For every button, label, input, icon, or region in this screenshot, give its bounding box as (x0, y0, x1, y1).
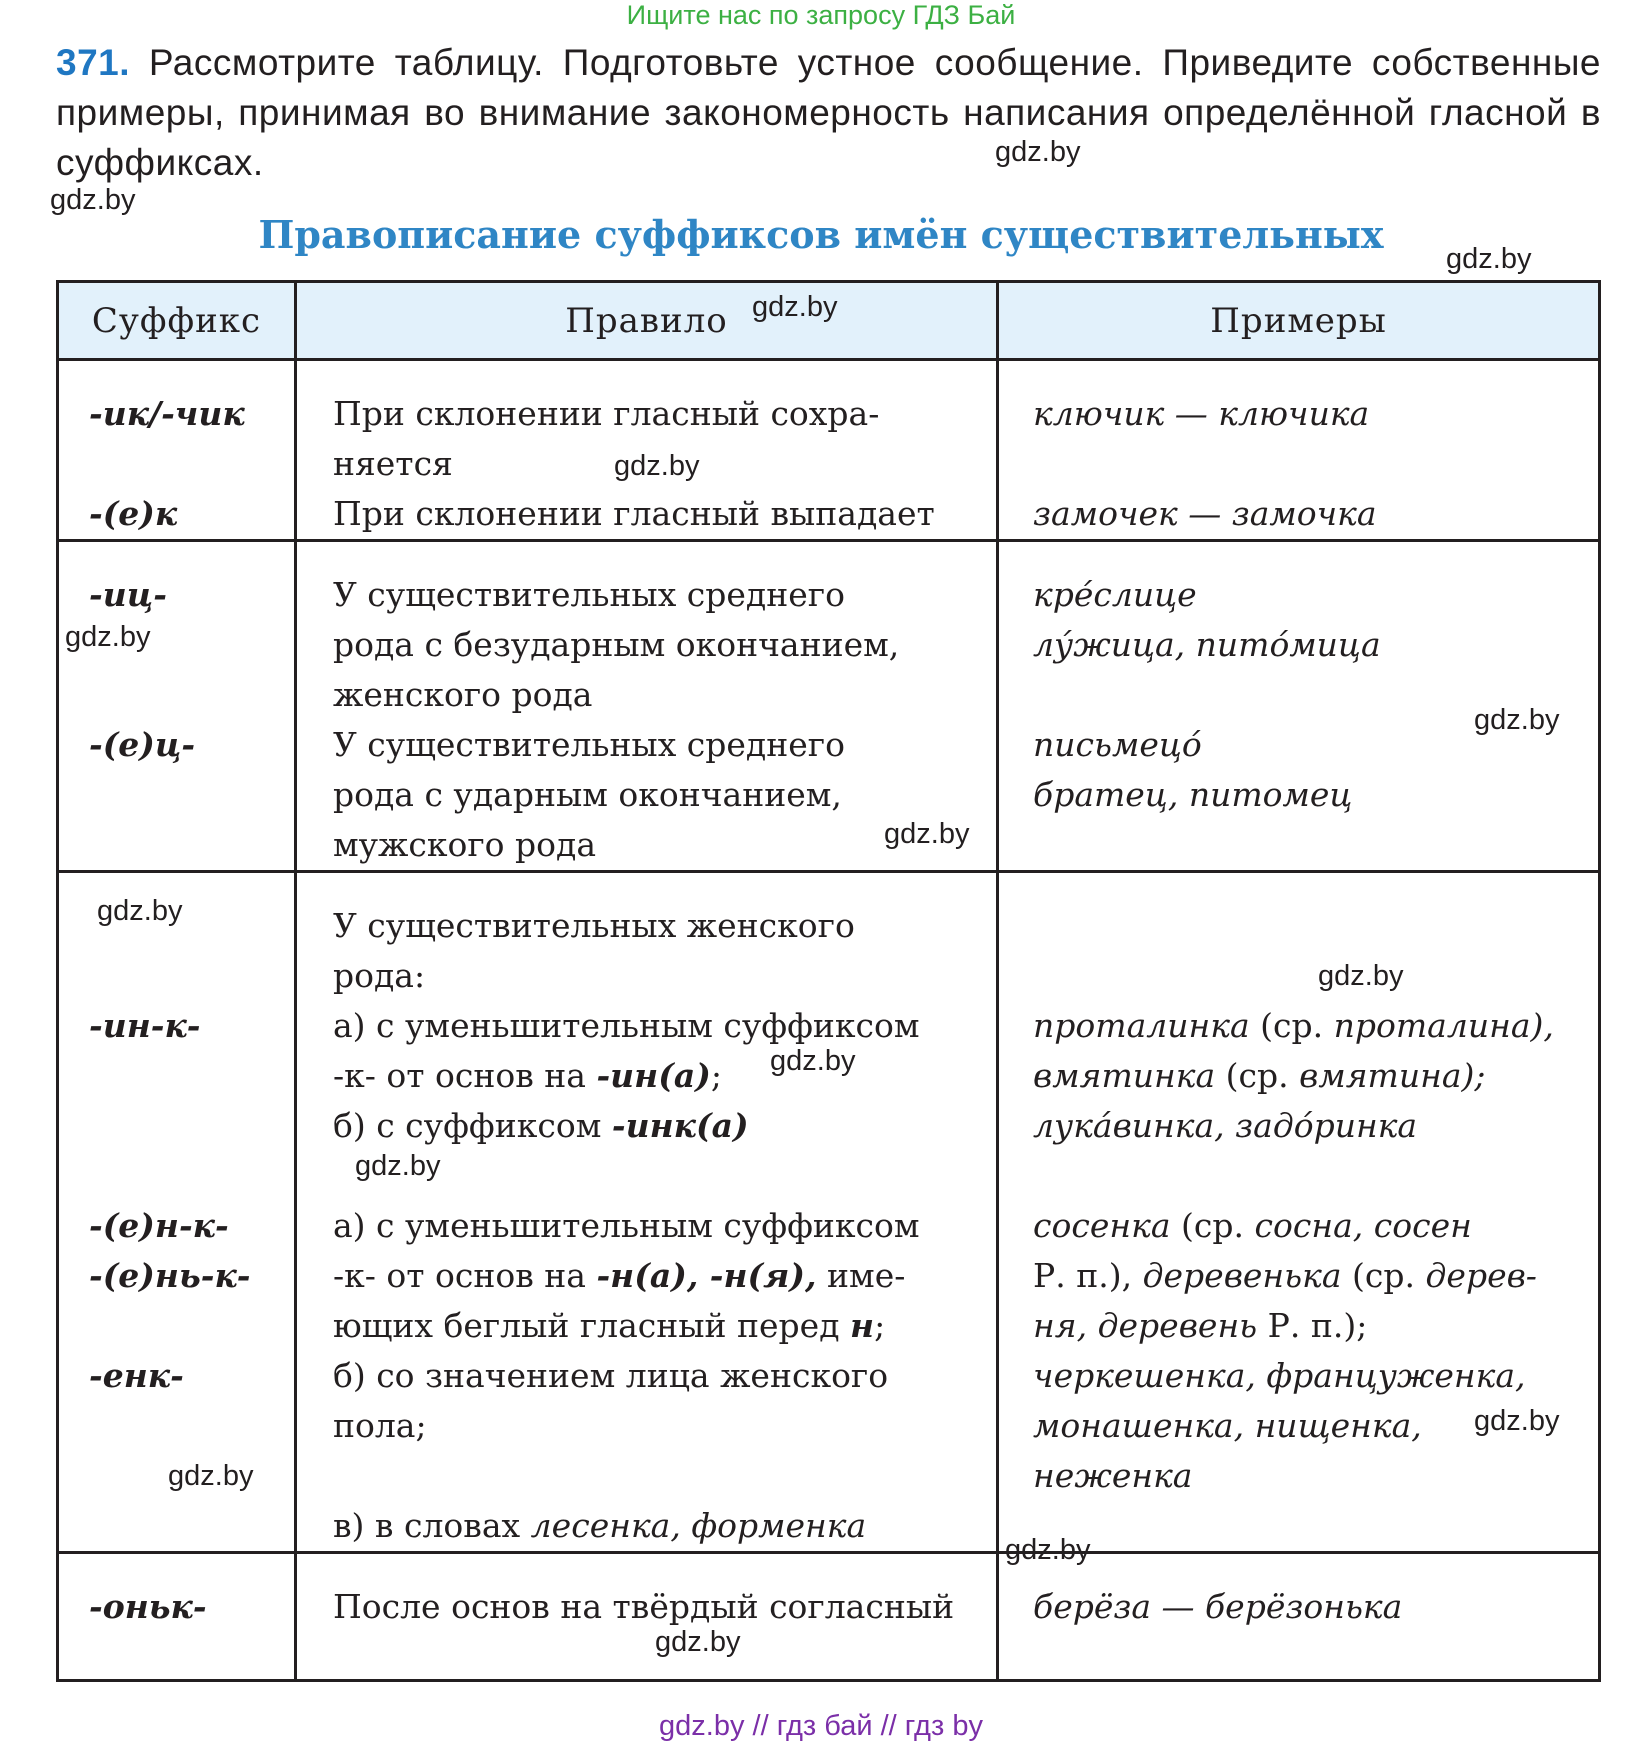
rule-line: -к- от основ на -ин(а); (332, 1056, 722, 1095)
watermark-text: gdz.by (1446, 243, 1532, 275)
table-row (58, 1553, 1600, 1681)
example-line: черкешенка, француженка, (1033, 1356, 1526, 1395)
example-line: письмецо́ (1033, 725, 1202, 764)
example-line: ня, деревень Р. п.); (1033, 1306, 1368, 1345)
rule-line: -к- от основ на -н(а), -н(я), име- (332, 1256, 906, 1295)
rule-line: а) с уменьшительным суффиксом (332, 1206, 920, 1245)
rule-line: женского рода (332, 675, 593, 714)
rule-line: в) в словах лесенка, форменка (332, 1506, 867, 1545)
suffix: -енк- (89, 1356, 184, 1395)
watermark-text: gdz.by (614, 450, 700, 482)
example-line: монашенка, нищенка, (1033, 1406, 1422, 1445)
suffix: -иц- (89, 575, 167, 614)
examples-cell (998, 1553, 1600, 1681)
watermark-text: gdz.by (1474, 1405, 1560, 1437)
rule-line: няется (332, 444, 453, 483)
examples-cell (998, 872, 1600, 1553)
rule-line: У существительных женского (332, 906, 855, 945)
suffix: -(е)ц- (89, 725, 196, 764)
watermark-text: gdz.by (1005, 1534, 1091, 1566)
rule-cell (295, 1553, 997, 1681)
header-suffix: Суффикс (58, 282, 296, 360)
rule-line: ющих беглый гласный перед н; (332, 1306, 886, 1345)
rule-line: При склонении гласный сохра- (332, 394, 880, 433)
example-line: вмятинка (ср. вмятина); (1033, 1056, 1486, 1095)
example-line: Р. п.), деревенька (ср. дерев- (1033, 1256, 1537, 1295)
suffix: -оньк- (89, 1587, 207, 1626)
header-examples: Примеры (998, 282, 1600, 360)
suffix: -(е)нь-к- (89, 1256, 251, 1295)
watermark-text: gdz.by (770, 1045, 856, 1077)
example-line: замочек — замочка (1033, 494, 1377, 533)
rule-line: рода с безударным окончанием, (332, 625, 900, 664)
examples-cell (998, 360, 1600, 541)
suffix-cell (58, 1553, 296, 1681)
header-rule: Правило (295, 282, 997, 360)
example-line: неженка (1033, 1456, 1193, 1495)
rule-cell (295, 872, 997, 1553)
task-body: Рассмотрите таблицу. Подготовьте устное сообщение. Приведите собственные примеры, принимая во внимание закономерность написания определённой гласной в суффиксах. (56, 42, 1601, 183)
suffix-cell (58, 541, 296, 872)
example-line: лука́винка, задо́ринка (1033, 1106, 1418, 1145)
task-text (56, 38, 1601, 188)
rule-line: При склонении гласный выпадает (332, 494, 935, 533)
table-row (58, 541, 1600, 872)
rule-line: а) с уменьшительным суффиксом (332, 1006, 920, 1045)
watermark-text: gdz.by (355, 1150, 441, 1182)
task-number: 371. (56, 42, 131, 83)
table-row (58, 360, 1600, 541)
watermark-text: gdz.by (995, 136, 1081, 168)
promo-banner: Ищите нас по запросу ГДЗ Бай (626, 0, 1016, 30)
example-line: проталинка (ср. проталина), (1033, 1006, 1554, 1045)
watermark-text: gdz.by (97, 895, 183, 927)
rule-line: У существительных среднего (332, 575, 845, 614)
example-line: берёза — берёзонька (1033, 1587, 1403, 1626)
table-title: Правописание суффиксов имён существительных (258, 212, 1384, 257)
watermark-text: gdz.by (65, 621, 151, 653)
example-line: братец, питомец (1033, 775, 1353, 814)
watermark-text: gdz.by (752, 291, 838, 323)
rule-line: У существительных среднего (332, 725, 845, 764)
suffix: -ик/-чик (89, 394, 245, 433)
rule-line: рода с ударным окончанием, (332, 775, 842, 814)
rule-line: пола; (332, 1406, 427, 1445)
example-line: лу́жица, пито́мица (1033, 625, 1381, 664)
watermark-text: gdz.by (1474, 704, 1560, 736)
suffix: -(е)к (89, 494, 178, 533)
rule-line: б) с суффиксом -инк(а) (332, 1106, 749, 1145)
suffix: -(е)н-к- (89, 1206, 229, 1245)
suffix-cell (58, 360, 296, 541)
rule-line: мужского рода (332, 825, 597, 864)
watermark-text: gdz.by (168, 1460, 254, 1492)
rule-line: б) со значением лица женского (332, 1356, 889, 1395)
footer-links: gdz.by // гдз бай // гдз by (659, 1710, 983, 1742)
rule-line: После основ на твёрдый согласный (332, 1587, 955, 1626)
rule-line: рода: (332, 956, 426, 995)
example-line: ключик — ключика (1033, 394, 1370, 433)
suffix: -ин-к- (89, 1006, 201, 1045)
watermark-text: gdz.by (1318, 960, 1404, 992)
watermark-text: gdz.by (884, 818, 970, 850)
example-line: сосенка (ср. сосна, сосен (1033, 1206, 1472, 1245)
suffix-cell (58, 872, 296, 1553)
watermark-text: gdz.by (50, 184, 136, 216)
watermark-text: gdz.by (655, 1626, 741, 1658)
example-line: кре́слице (1033, 575, 1197, 614)
